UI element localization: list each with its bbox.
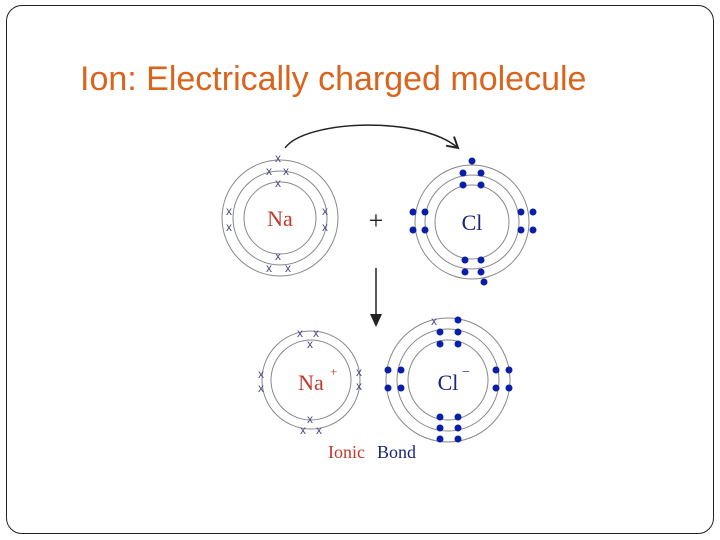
svg-text:x: x xyxy=(226,220,232,234)
sodium-ion xyxy=(258,326,362,437)
svg-text:x: x xyxy=(356,365,362,379)
chlorine-symbol: Cl xyxy=(461,210,483,235)
svg-text:x: x xyxy=(300,423,306,437)
chloride-ion xyxy=(385,314,513,443)
chlorine-atom xyxy=(410,158,537,286)
plus-sign: + xyxy=(368,206,384,235)
electron-transfer-arrow xyxy=(285,125,458,148)
svg-text:x: x xyxy=(258,381,264,395)
slide-title: Ion: Electrically charged molecule xyxy=(80,60,587,98)
svg-text:x: x xyxy=(356,379,362,393)
svg-text:x: x xyxy=(258,367,264,381)
svg-text:x: x xyxy=(313,326,319,340)
svg-text:x: x xyxy=(283,164,289,178)
svg-text:x: x xyxy=(297,326,303,340)
svg-text:x: x xyxy=(266,164,272,178)
svg-text:x: x xyxy=(307,337,313,351)
sodium-ion-symbol: Na xyxy=(298,370,324,395)
svg-text:x: x xyxy=(275,176,281,190)
svg-text:x: x xyxy=(266,261,272,275)
caption-bond: Bond xyxy=(377,442,417,462)
svg-text:x: x xyxy=(226,204,232,218)
sodium-symbol: Na xyxy=(267,206,293,231)
chloride-ion-charge: − xyxy=(462,365,470,380)
sodium-ion-charge: + xyxy=(330,364,338,379)
caption-ionic: Ionic xyxy=(328,442,365,462)
reaction-arrow xyxy=(370,268,382,327)
svg-text:x: x xyxy=(285,261,291,275)
svg-text:x: x xyxy=(322,204,328,218)
svg-text:x: x xyxy=(307,412,313,426)
svg-text:x: x xyxy=(275,249,281,263)
chloride-ion-symbol: Cl xyxy=(437,370,459,395)
svg-text:x: x xyxy=(275,151,281,165)
svg-text:x: x xyxy=(316,423,322,437)
transferred-electron: x xyxy=(431,314,437,328)
sodium-atom xyxy=(222,151,338,276)
svg-text:x: x xyxy=(322,220,328,234)
